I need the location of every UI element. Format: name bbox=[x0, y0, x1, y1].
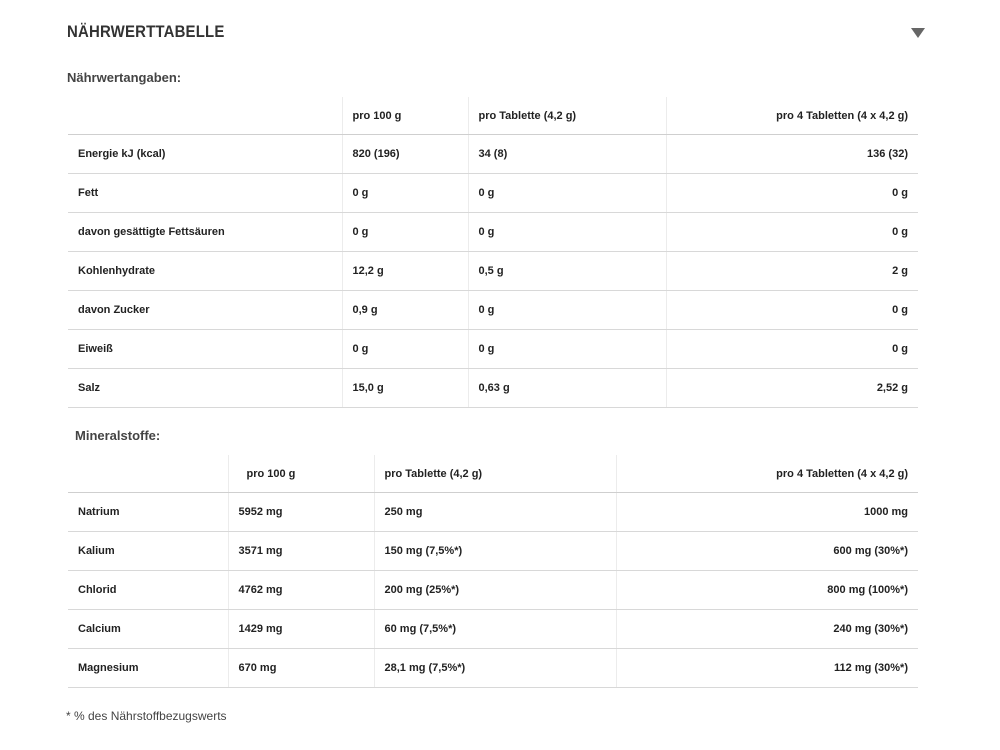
table-row bbox=[68, 369, 918, 408]
table-cell: 0,5 g bbox=[468, 252, 666, 291]
table-cell: 0 g bbox=[666, 213, 918, 252]
row-label: Energie kJ (kcal) bbox=[68, 135, 342, 174]
row-label: Chlorid bbox=[68, 571, 228, 610]
table-cell: 3571 mg bbox=[228, 532, 374, 571]
table-cell: 0 g bbox=[666, 330, 918, 369]
table-cell: 250 mg bbox=[374, 493, 616, 532]
row-label: Salz bbox=[68, 369, 342, 408]
row-label: Fett bbox=[68, 174, 342, 213]
table-cell: 1000 mg bbox=[616, 493, 918, 532]
table-row bbox=[68, 330, 918, 369]
minerals-table bbox=[68, 455, 918, 688]
table-cell: 150 mg (7,5%*) bbox=[374, 532, 616, 571]
table-cell: 0 g bbox=[666, 174, 918, 213]
table-row bbox=[68, 291, 918, 330]
nutrition-subtitle: Nährwertangaben: bbox=[67, 70, 182, 85]
table-cell: 4762 mg bbox=[228, 571, 374, 610]
table-cell: 0,63 g bbox=[468, 369, 666, 408]
table-cell: 670 mg bbox=[228, 649, 374, 688]
table-cell: 0 g bbox=[666, 291, 918, 330]
table-cell: 0 g bbox=[342, 213, 468, 252]
table-cell: 12,2 g bbox=[342, 252, 468, 291]
column-header bbox=[68, 455, 228, 493]
table-cell: 112 mg (30%*) bbox=[616, 649, 918, 688]
table-row bbox=[68, 610, 918, 649]
row-label: Natrium bbox=[68, 493, 228, 532]
table-cell: 2,52 g bbox=[666, 369, 918, 408]
nutrition-table bbox=[68, 97, 918, 408]
table-row bbox=[68, 493, 918, 532]
table-cell: 0 g bbox=[342, 174, 468, 213]
table-cell: 2 g bbox=[666, 252, 918, 291]
minerals-subtitle: Mineralstoffe: bbox=[75, 428, 161, 443]
table-cell: 34 (8) bbox=[468, 135, 666, 174]
row-label: Kalium bbox=[68, 532, 228, 571]
table-cell: 0 g bbox=[468, 174, 666, 213]
table-cell: 600 mg (30%*) bbox=[616, 532, 918, 571]
table-cell: 136 (32) bbox=[666, 135, 918, 174]
accordion-header[interactable] bbox=[67, 22, 927, 48]
row-label: davon gesättigte Fettsäuren bbox=[68, 213, 342, 252]
section-heading: NÄHRWERTTABELLE bbox=[67, 22, 225, 41]
table-row bbox=[68, 213, 918, 252]
table-cell: 0 g bbox=[468, 291, 666, 330]
table-cell: 1429 mg bbox=[228, 610, 374, 649]
row-label: Magnesium bbox=[68, 649, 228, 688]
triangle-down-icon[interactable] bbox=[911, 28, 925, 38]
column-header: pro 100 g bbox=[228, 455, 374, 493]
column-header: pro 100 g bbox=[342, 97, 468, 135]
table-cell: 15,0 g bbox=[342, 369, 468, 408]
table-row bbox=[68, 649, 918, 688]
column-header: pro 4 Tabletten (4 x 4,2 g) bbox=[616, 455, 918, 493]
row-label: Calcium bbox=[68, 610, 228, 649]
table-row bbox=[68, 174, 918, 213]
table-header-row bbox=[68, 455, 918, 493]
table-header-row bbox=[68, 97, 918, 135]
table-row bbox=[68, 532, 918, 571]
table-cell: 0 g bbox=[468, 213, 666, 252]
column-header: pro 4 Tabletten (4 x 4,2 g) bbox=[666, 97, 918, 135]
column-header: pro Tablette (4,2 g) bbox=[374, 455, 616, 493]
footnote: * % des Nährstoffbezugswerts bbox=[66, 709, 227, 723]
table-cell: 28,1 mg (7,5%*) bbox=[374, 649, 616, 688]
table-row bbox=[68, 571, 918, 610]
column-header: pro Tablette (4,2 g) bbox=[468, 97, 666, 135]
row-label: Kohlenhydrate bbox=[68, 252, 342, 291]
table-cell: 0 g bbox=[342, 330, 468, 369]
table-cell: 820 (196) bbox=[342, 135, 468, 174]
table-cell: 5952 mg bbox=[228, 493, 374, 532]
table-cell: 0,9 g bbox=[342, 291, 468, 330]
table-cell: 0 g bbox=[468, 330, 666, 369]
table-cell: 240 mg (30%*) bbox=[616, 610, 918, 649]
table-cell: 800 mg (100%*) bbox=[616, 571, 918, 610]
table-cell: 200 mg (25%*) bbox=[374, 571, 616, 610]
column-header bbox=[68, 97, 342, 135]
table-row bbox=[68, 252, 918, 291]
table-row bbox=[68, 135, 918, 174]
row-label: Eiweiß bbox=[68, 330, 342, 369]
table-cell: 60 mg (7,5%*) bbox=[374, 610, 616, 649]
row-label: davon Zucker bbox=[68, 291, 342, 330]
